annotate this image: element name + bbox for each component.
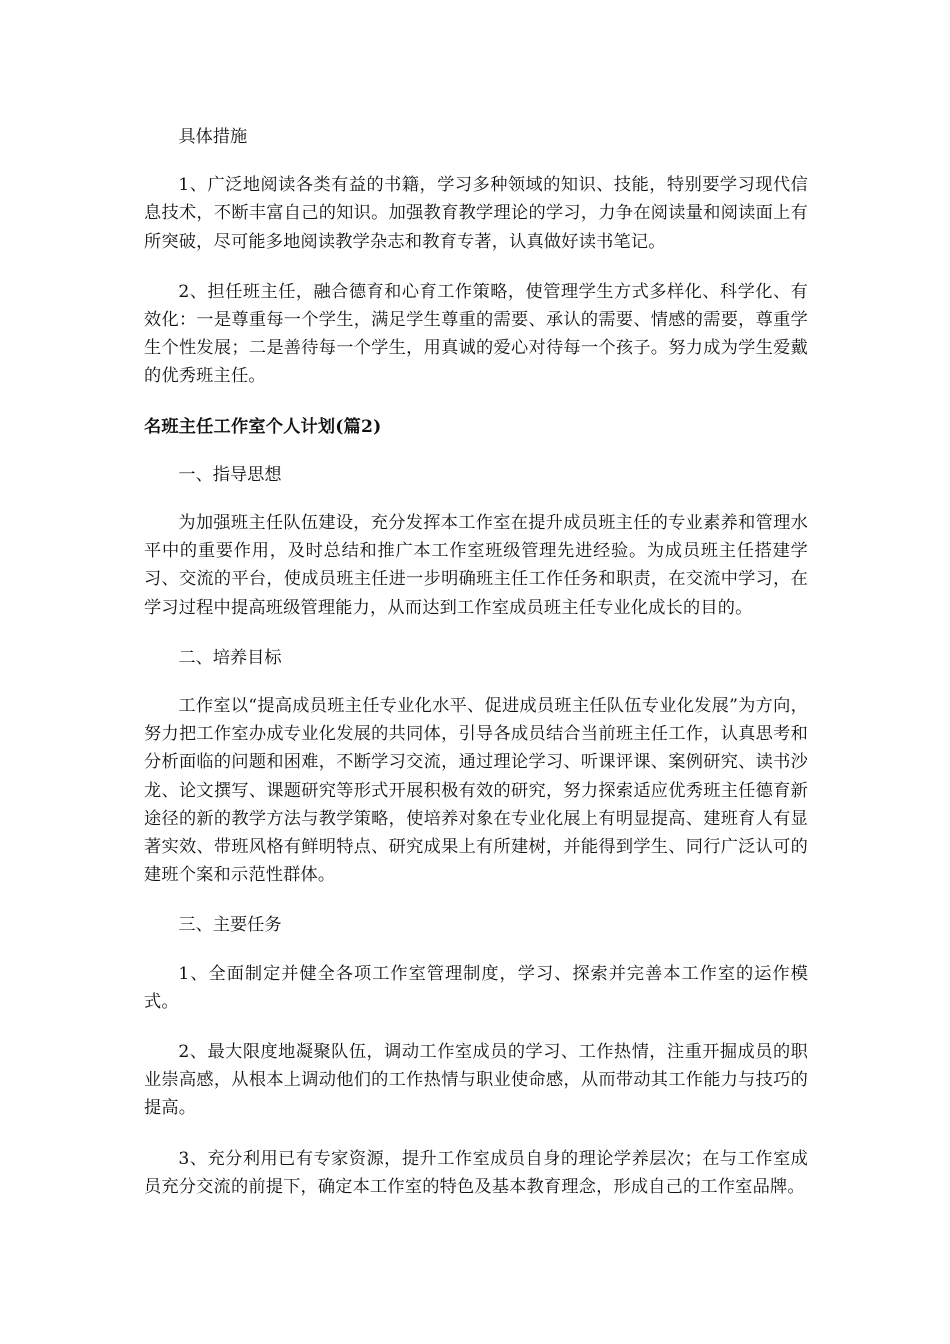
- subheading-training-goals: 二、培养目标: [178, 647, 282, 668]
- section-title: 名班主任工作室个人计划(篇2): [144, 416, 382, 437]
- paragraph-measure-2: 2、担任班主任，融合德育和心育工作策略，使管理学生方式多样化、科学化、有效化：一是尊重每一个学生，满足学生尊重的需要、承认的需要、情感的需要，尊重学生个性发展；二是善待每一个学生，用真诚的爱心对待每一个孩子。努力成为学生爱戴的优秀班主任。: [144, 281, 808, 387]
- paragraph-guiding-thought: 为加强班主任队伍建设，充分发挥本工作室在提升成员班主任的专业素养和管理水平中的重要作用，及时总结和推广本工作室班级管理先进经验。为成员班主任搭建学习、交流的平台，使成员班主任进一步明确班主任工作任务和职责，在交流中学习，在学习过程中提高班级管理能力，从而达到工作室成员班主任专业化成长的目的。: [144, 513, 808, 618]
- subheading-main-tasks: 三、主要任务: [178, 915, 282, 936]
- subheading-guiding-thought: 一、指导思想: [178, 464, 282, 485]
- paragraph-task-1: 1、全面制定并健全各项工作室管理制度，学习、探索并完善本工作室的运作模式。: [144, 963, 808, 1012]
- paragraph-training-goals: 工作室以“提高成员班主任专业化水平、促进成员班主任队伍专业化发展”为方向，努力把工作室办成专业化发展的共同体，引导各成员结合当前班主任工作，认真思考和分析面临的问题和困难，不断学习交流，通过理论学习、听课评课、案例研究、读书沙龙、论文撰写、课题研究等形式开展积极有效的研究，努力探索适应优秀班主任德育新途径的新的教学方法与教学策略，使培养对象在专业化展上有明显提高、建班育人有显著实效、带班风格有鲜明特点、研究成果上有所建树，并能得到学生、同行广泛认可的建班个案和示范性群体。: [144, 696, 808, 886]
- subheading-specific-measures: 具体措施: [178, 127, 248, 147]
- document-body: [144, 123, 808, 1223]
- paragraph-task-3: 3、充分利用已有专家资源，提升工作室成员自身的理论学养层次；在与工作室成员充分交流的前提下，确定本工作室的特色及基本教育理念，形成自己的工作室品牌。: [144, 1148, 808, 1197]
- paragraph-measure-1: 1、广泛地阅读各类有益的书籍，学习多种领域的知识、技能，特别要学习现代信息技术，不断丰富自己的知识。加强教育教学理论的学习，力争在阅读量和阅读面上有所突破，尽可能多地阅读教学杂志和教育专著，认真做好读书笔记。: [144, 175, 808, 252]
- paragraph-task-2: 2、最大限度地凝聚队伍，调动工作室成员的学习、工作热情，注重开掘成员的职业崇高感，从根本上调动他们的工作热情与职业使命感，从而带动其工作能力与技巧的提高。: [144, 1042, 808, 1119]
